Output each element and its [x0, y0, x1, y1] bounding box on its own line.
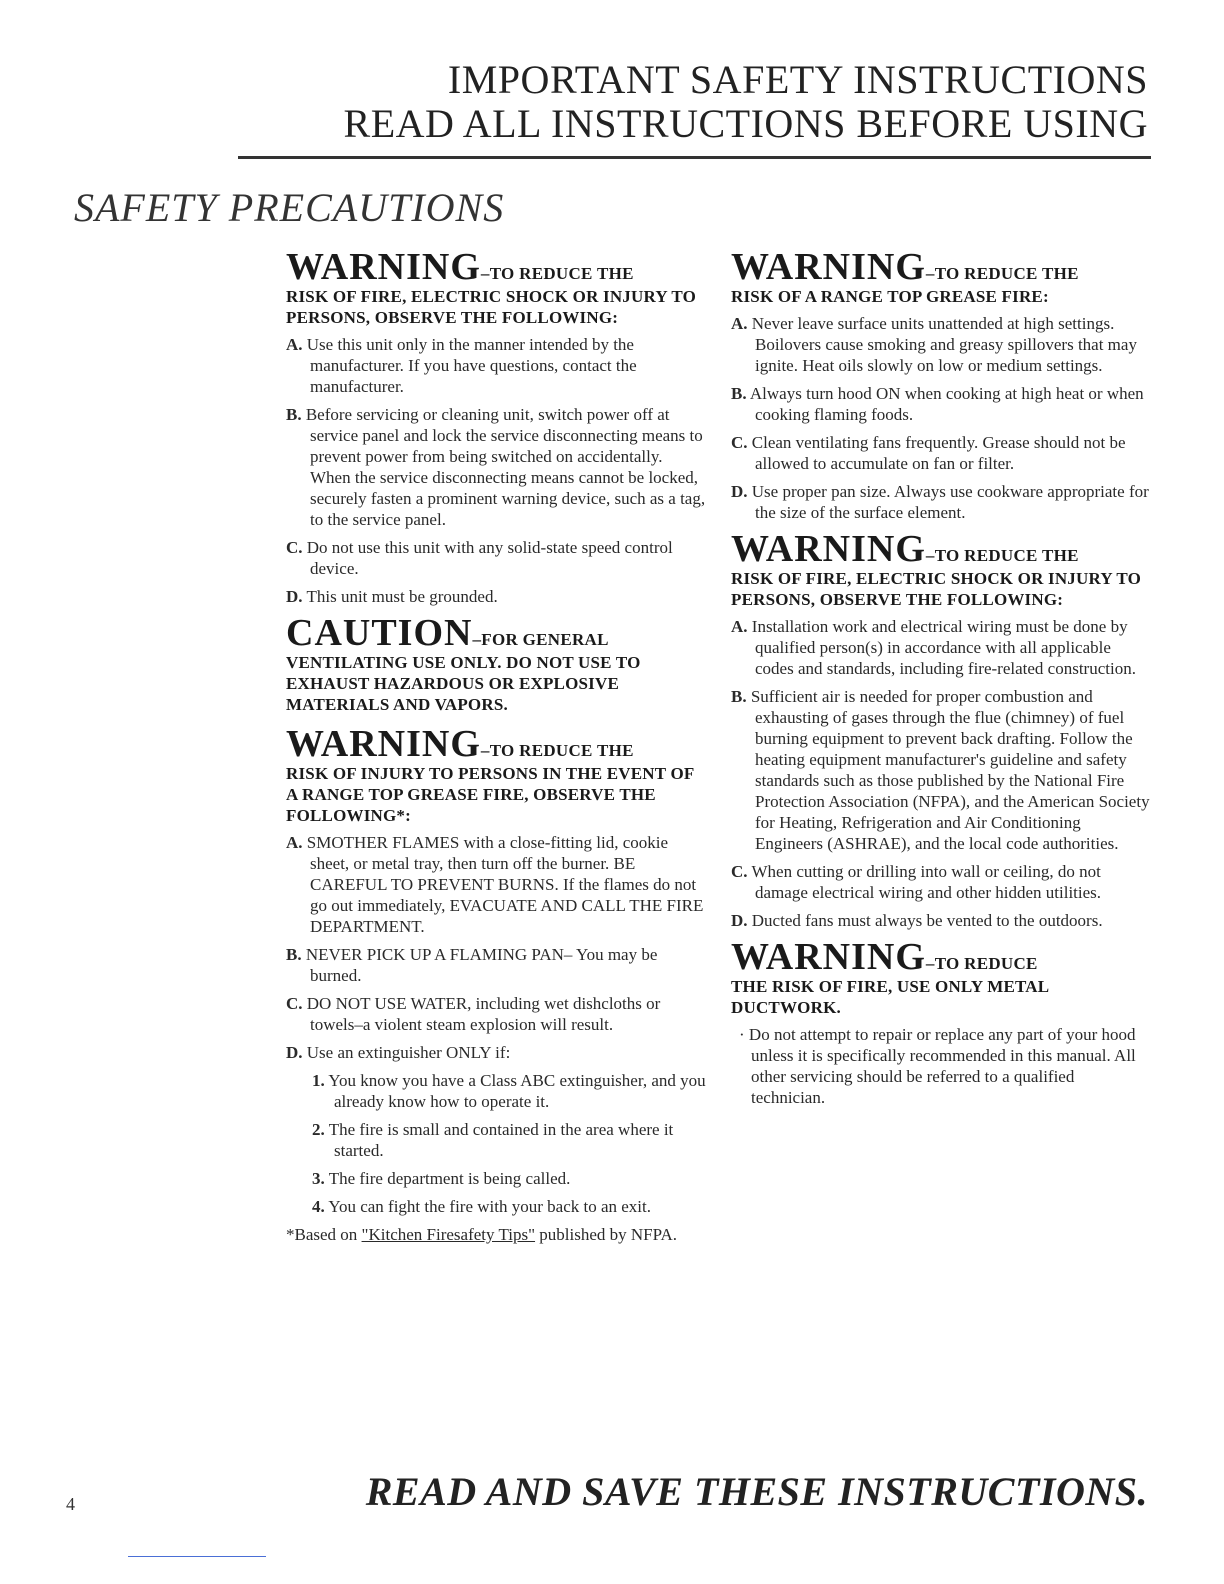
- page-number: 4: [66, 1494, 75, 1514]
- left-column: [286, 248, 706, 1245]
- list-item: A. Installation work and electrical wiring must be done by qualified person(s) in accordance with all applicable codes and standards, including fire-related construction.: [731, 617, 1136, 678]
- warning-lead: –TO REDUCE THE: [925, 264, 1079, 283]
- sub-list-item: 3. The fire department is being called.: [312, 1169, 571, 1188]
- list-item: C. When cutting or drilling into wall or ceiling, do not damage electrical wiring and other hidden utilities.: [731, 862, 1102, 902]
- warning-subheading: RISK OF FIRE, ELECTRIC SHOCK OR INJURY TO PERSONS, OBSERVE THE FOLLOWING:: [731, 569, 1142, 609]
- sub-list-item: 4. You can fight the fire with your back to an exit.: [312, 1197, 651, 1216]
- footer-title: READ AND SAVE THESE INSTRUCTIONS.: [365, 1469, 1148, 1514]
- section-title: SAFETY PRECAUTIONS: [74, 185, 505, 230]
- list-item: B. Sufficient air is needed for proper combustion and exhausting of gases through the flue (chimney) of fuel burning equipment to prevent back drafting. Follow the heating equipment manufacturer's guideline and safety standards such as those published by the National Fire Protection Association (NFPA), and the American Society for Heating, Refrigeration and Air Conditioning Engineers (ASHRAE), and the local code authorities.: [731, 687, 1150, 853]
- warning-subheading: RISK OF INJURY TO PERSONS IN THE EVENT OF A RANGE TOP GREASE FIRE, OBSERVE THE FOLLOWING*:: [286, 764, 694, 825]
- page-header: [344, 58, 1148, 146]
- sub-list-item: 2. The fire is small and contained in the area where it started.: [312, 1120, 674, 1160]
- warning-heading: [286, 248, 706, 286]
- list-item: B. Always turn hood ON when cooking at high heat or when cooking flaming foods.: [731, 384, 1144, 424]
- list-item: C. Do not use this unit with any solid-state speed control device.: [286, 538, 673, 578]
- list-item: A. SMOTHER FLAMES with a close-fitting lid, cookie sheet, or metal tray, then turn off the burner. BE CAREFUL TO PREVENT BURNS. If the flames do not go out immediately, EVACUATE AND CALL THE FIRE DEPARTMENT.: [286, 833, 704, 936]
- list-item: D. Use an extinguisher ONLY if:: [286, 1043, 511, 1062]
- warning-heading: [286, 725, 706, 763]
- warning-lead: –TO REDUCE THE: [925, 546, 1079, 565]
- warning-heading: [731, 248, 1151, 286]
- list-item: D. Ducted fans must always be vented to the outdoors.: [731, 911, 1103, 930]
- bullet-icon: ·: [739, 1025, 745, 1044]
- list-item: C. DO NOT USE WATER, including wet dishcloths or towels–a violent steam explosion will result.: [286, 994, 661, 1034]
- bullet-item: · Do not attempt to repair or replace any part of your hood unless it is specifically recommended in this manual. All other servicing should be referred to a qualified technician.: [739, 1025, 1136, 1107]
- caution-heading: [286, 614, 706, 652]
- warning-subheading: THE RISK OF FIRE, USE ONLY METAL DUCTWORK.: [731, 977, 1049, 1017]
- sub-list-item: 1. You know you have a Class ABC extinguisher, and you already know how to operate it.: [312, 1071, 706, 1111]
- list-item: B. Before servicing or cleaning unit, switch power off at service panel and lock the service disconnecting means to prevent power from being switched on accidentally. When the service disconnecting means cannot be locked, securely fasten a prominent warning device, such as a tag, to the service panel.: [286, 405, 706, 529]
- warning-word: WARNING: [731, 246, 926, 288]
- bottom-rule: [128, 1556, 266, 1557]
- warning-subheading: RISK OF A RANGE TOP GREASE FIRE:: [731, 287, 1049, 306]
- list-item: D. This unit must be grounded.: [286, 587, 498, 606]
- footnote-source-title: "Kitchen Firesafety Tips": [361, 1225, 536, 1244]
- list-item: A. Never leave surface units unattended at high settings. Boilovers cause smoking and greasy spillovers that may ignite. Heat oils slowly on low or medium settings.: [731, 314, 1137, 375]
- warning-word: WARNING: [731, 528, 926, 570]
- warning-subheading: RISK OF FIRE, ELECTRIC SHOCK OR INJURY TO PERSONS, OBSERVE THE FOLLOWING:: [286, 287, 697, 327]
- warning-lead: –TO REDUCE THE: [480, 264, 634, 283]
- caution-lead: –FOR GENERAL: [472, 630, 609, 649]
- warning-word: WARNING: [286, 723, 481, 765]
- footnote: *Based on "Kitchen Firesafety Tips" published by NFPA.: [286, 1225, 678, 1244]
- header-title-line1: IMPORTANT SAFETY INSTRUCTIONS: [447, 57, 1148, 102]
- caution-subheading: VENTILATING USE ONLY. DO NOT USE TO EXHAUST HAZARDOUS OR EXPLOSIVE MATERIALS AND VAPORS.: [286, 653, 641, 714]
- right-column: [731, 248, 1151, 1108]
- header-title-line2: READ ALL INSTRUCTIONS BEFORE USING: [343, 101, 1148, 146]
- warning-heading: [731, 530, 1151, 568]
- warning-lead: –TO REDUCE: [925, 954, 1038, 973]
- warning-lead: –TO REDUCE THE: [480, 741, 634, 760]
- list-item: B. NEVER PICK UP A FLAMING PAN– You may be burned.: [286, 945, 658, 985]
- list-item: C. Clean ventilating fans frequently. Grease should not be allowed to accumulate on fan or filter.: [731, 433, 1126, 473]
- warning-word: WARNING: [286, 246, 481, 288]
- list-item: D. Use proper pan size. Always use cookware appropriate for the size of the surface element.: [731, 482, 1149, 522]
- list-item: A. Use this unit only in the manner intended by the manufacturer. If you have questions, contact the manufacturer.: [286, 335, 637, 396]
- warning-heading: [731, 938, 1151, 976]
- warning-word: WARNING: [731, 936, 926, 978]
- caution-word: CAUTION: [286, 612, 473, 654]
- header-divider: [238, 156, 1151, 159]
